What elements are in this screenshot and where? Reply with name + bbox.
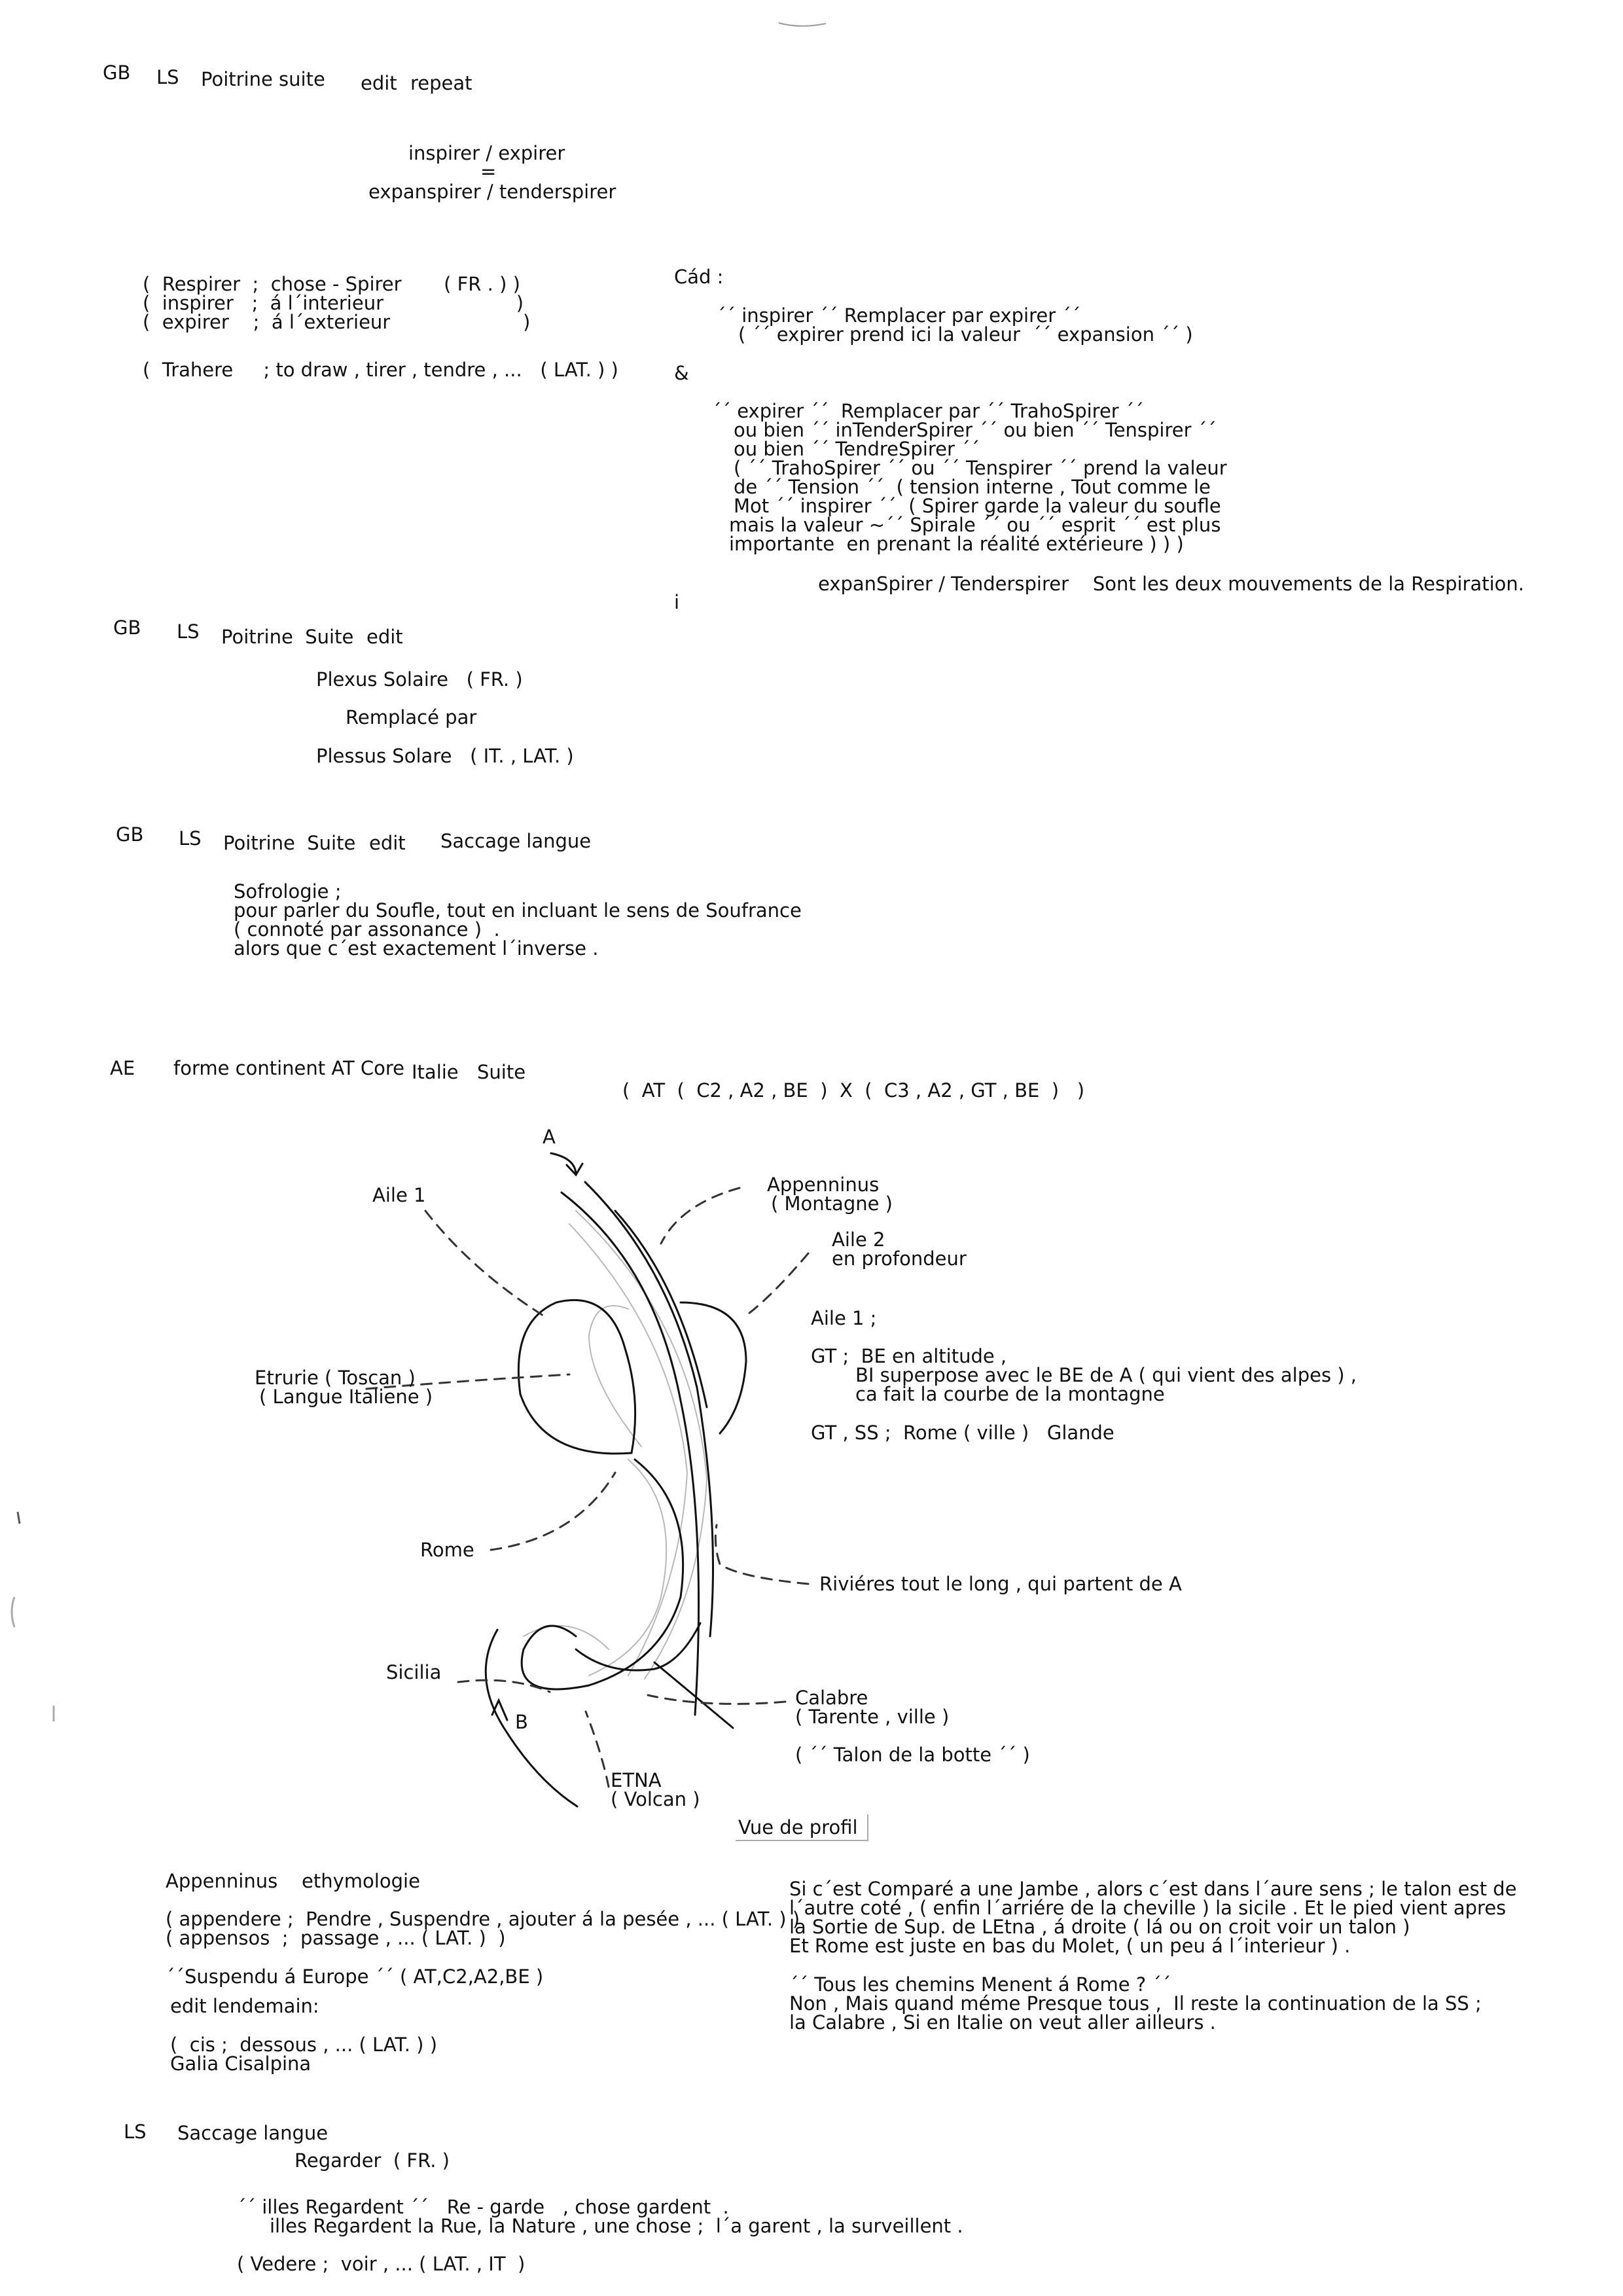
s3-line3: ( connoté par assonance ) .: [234, 918, 500, 941]
cad-label: Cád :: [674, 266, 724, 288]
s3-title: Poitrine Suite: [223, 832, 356, 854]
label-aile1: Aile 1: [372, 1184, 426, 1206]
label-volcan: ( Volcan ): [611, 1788, 700, 1810]
s4-suite: Suite: [477, 1061, 526, 1083]
s3-line2: pour parler du Soufle, tout en incluant le sens de Soufrance: [234, 899, 802, 922]
s3-edit: edit: [369, 832, 406, 854]
edit-label: edit: [361, 72, 397, 94]
etym-line1: Appenninus ethymologie: [166, 1870, 420, 1892]
ls-tag: LS: [156, 66, 179, 88]
cad-p5: de ´´ Tension ´´ ( tension interne , Tout comme le: [734, 476, 1211, 498]
note-line5: ´´ Tous les chemins Menent á Rome ? ´´: [789, 1973, 1171, 1996]
s2-title: Poitrine Suite: [221, 626, 354, 648]
s2-line2: Remplacé par: [346, 706, 477, 728]
cad-summary: expanSpirer / Tenderspirer Sont les deux mouvements de la Respiration.: [818, 573, 1525, 595]
label-montagne: ( Montagne ): [771, 1193, 893, 1215]
section-title: Poitrine suite: [201, 68, 325, 90]
cad-p2: ou bien ´´ inTenderSpirer ´´ ou bien ´´ Tenspirer ´´: [734, 419, 1217, 441]
cad-p7: mais la valeur ~´´ Spirale ´´ ou ´´ esprit ´´ est plus: [729, 514, 1221, 536]
note-line1: Si c´est Comparé a une Jambe , alors c´est dans l´aure sens ; le talon est de: [789, 1878, 1517, 1900]
etym-line7: Galia Cisalpina: [170, 2053, 312, 2075]
s2-gb-tag: GB: [113, 617, 141, 639]
s2-ls-tag: LS: [177, 620, 200, 643]
formula-eq: =: [480, 160, 497, 183]
s2-line1: Plexus Solaire ( FR. ): [316, 668, 523, 691]
label-langue-italiene: ( Langue Italiene ): [259, 1386, 433, 1408]
footer-line1: Regarder ( FR. ): [294, 2149, 450, 2172]
s2-edit: edit: [366, 626, 403, 648]
etym-line5: edit lendemain:: [170, 1995, 319, 2017]
cad-p6: Mot ´´ inspirer ´´ ( Spirer garde la valeur du soufle: [734, 495, 1221, 517]
label-rivieres: Riviéres tout le long , qui partent de A: [819, 1573, 1182, 1595]
cad-p1: ´´ expirer ´´ Remplacer par ´´ TrahoSpirer ´´: [712, 400, 1144, 422]
footer-line3: illes Regardent la Rue, la Nature , une chose ; l´a garent , la surveillent .: [270, 2215, 963, 2237]
def-expirer: ( expirer ; á l´exterieur ): [143, 311, 531, 333]
s3-gb-tag: GB: [116, 823, 144, 846]
repeat-label: repeat: [410, 72, 473, 94]
label-talon: ( ´´ Talon de la botte ´´ ): [795, 1744, 1030, 1766]
footer-line4: ( Vedere ; voir , ... ( LAT. , IT ): [237, 2253, 526, 2275]
label-a: A: [543, 1126, 556, 1148]
note-bi: BI superpose avec le BE de A ( qui vient des alpes ) ,: [855, 1364, 1357, 1386]
s3-ls-tag: LS: [179, 827, 202, 850]
s3-line1: Sofrologie ;: [234, 880, 342, 903]
s3-line4: alors que c´est exactement l´inverse .: [234, 937, 599, 960]
cad-p8: importante en prenant la réalité extérieure ) ) ): [729, 533, 1184, 555]
label-etrurie: Etrurie ( Toscan ): [255, 1367, 416, 1389]
s4-italie: Italie: [412, 1061, 459, 1083]
note-courbe: ca fait la courbe de la montagne: [855, 1383, 1165, 1405]
note-line6: Non , Mais quand méme Presque tous , Il reste la continuation de la SS ;: [789, 1992, 1482, 2015]
etym-line3: ( appensos ; passage , ... ( LAT. ) ): [166, 1927, 506, 1949]
cad-p4: ( ´´ TrahoSpirer ´´ ou ´´ Tenspirer ´´ prend la valeur: [734, 457, 1227, 479]
footer-line2: ´´ illes Regardent ´´ Re - garde , chose gardent .: [237, 2196, 729, 2218]
label-aile2: Aile 2: [832, 1229, 885, 1251]
s4-formula: ( AT ( C2 , A2 , BE ) X ( C3 , A2 , GT , BE ) ): [622, 1079, 1085, 1102]
label-sicilia: Sicilia: [386, 1661, 442, 1683]
label-tarente: ( Tarente , ville ): [795, 1706, 950, 1728]
footer-title: Saccage langue: [177, 2122, 329, 2144]
etym-line2: ( appendere ; Pendre , Suspendre , ajouter á la pesée , ... ( LAT. ) ): [166, 1908, 800, 1930]
etym-line6: ( cis ; dessous , ... ( LAT. ) ): [170, 2034, 438, 2056]
note-line7: la Calabre , Si en Italie on veut aller ailleurs .: [789, 2011, 1216, 2034]
note-line3: la Sortie de Sup. de LEtna , á droite ( lá ou on croit voir un talon ): [789, 1916, 1410, 1938]
note-rome-glande: GT , SS ; Rome ( ville ) Glande: [811, 1422, 1115, 1444]
s4-ae-tag: AE: [110, 1057, 135, 1079]
s2-line3: Plessus Solare ( IT. , LAT. ): [316, 745, 574, 767]
cad-p3: ou bien ´´ TendreSpirer ´´: [734, 438, 980, 460]
cad-i: i: [674, 591, 680, 613]
etym-line4: ´´Suspendu á Europe ´´ ( AT,C2,A2,BE ): [166, 1965, 544, 1988]
gb-tag: GB: [103, 62, 131, 84]
label-profondeur: en profondeur: [832, 1247, 967, 1270]
note-aile1: Aile 1 ;: [811, 1307, 877, 1329]
label-etna: ETNA: [611, 1769, 662, 1791]
formula-line2: expanspirer / tenderspirer: [368, 181, 616, 203]
footer-ls-tag: LS: [124, 2121, 147, 2143]
cad-line1: ´´ inspirer ´´ Remplacer par expirer ´´: [717, 304, 1081, 327]
label-vue-de-profil: Vue de profil: [736, 1814, 868, 1841]
def-respirer: ( Respirer ; chose - Spirer ( FR . ) ): [143, 273, 520, 295]
s3-tag: Saccage langue: [440, 830, 592, 852]
cad-line2: ( ´´ expirer prend ici la valeur ´´ expansion ´´ ): [738, 323, 1193, 346]
formula-line1: inspirer / expirer: [408, 142, 565, 164]
note-line2: l´autre coté , ( enfin l´arriére de la cheville ) la sicile . Et le pied vient apres: [789, 1897, 1507, 1919]
label-b: B: [515, 1711, 528, 1733]
def-inspirer: ( inspirer ; á l´interieur ): [143, 292, 524, 314]
note-line4: Et Rome est juste en bas du Molet, ( un peu á l´interieur ) .: [789, 1935, 1351, 1957]
note-gt-be: GT ; BE en altitude ,: [811, 1345, 1007, 1367]
label-calabre: Calabre: [795, 1687, 868, 1709]
label-rome: Rome: [420, 1539, 474, 1561]
def-trahere: ( Trahere ; to draw , tirer , tendre , ... ( LAT. ) ): [143, 359, 618, 381]
label-appenninus: Appenninus: [767, 1174, 880, 1196]
s4-title: forme continent AT Core: [173, 1057, 404, 1079]
cad-amp: &: [674, 362, 689, 384]
